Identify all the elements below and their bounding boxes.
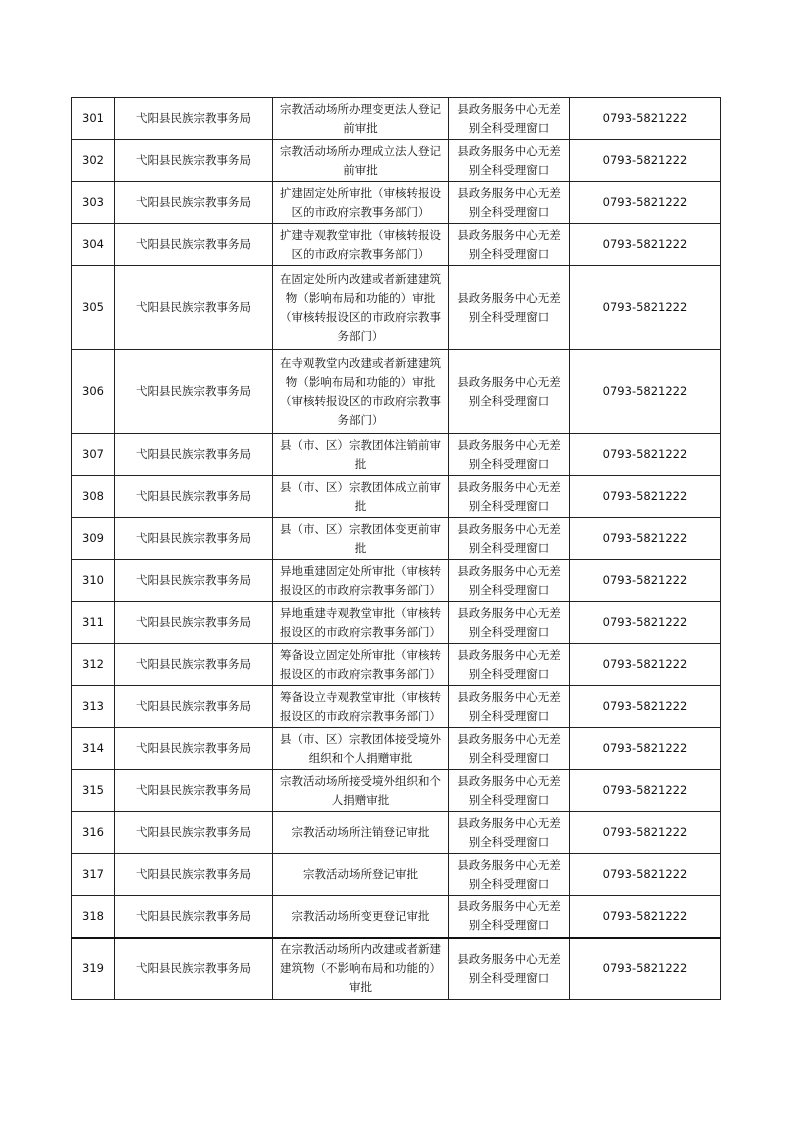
approval-item-cell: 宗教活动场所办理成立法人登记前审批 — [273, 140, 449, 182]
department-cell: 弋阳县民族宗教事务局 — [115, 770, 273, 812]
phone-cell: 0793-5821222 — [570, 560, 721, 602]
approval-item-cell: 宗教活动场所变更登记审批 — [273, 896, 449, 938]
row-number: 305 — [72, 266, 115, 350]
approval-item-cell: 宗教活动场所办理变更法人登记前审批 — [273, 98, 449, 140]
approval-item-cell: 县（市、区）宗教团体注销前审批 — [273, 434, 449, 476]
table-row — [72, 266, 721, 350]
phone-cell: 0793-5821222 — [570, 224, 721, 266]
row-number: 311 — [72, 602, 115, 644]
phone-cell: 0793-5821222 — [570, 476, 721, 518]
service-window-cell: 县政务服务中心无差别全科受理窗口 — [449, 770, 570, 812]
service-window-cell: 县政务服务中心无差别全科受理窗口 — [449, 98, 570, 140]
approval-item-cell: 扩建固定处所审批（审核转报设区的市政府宗教事务部门） — [273, 182, 449, 224]
approval-item-cell: 县（市、区）宗教团体成立前审批 — [273, 476, 449, 518]
table-row — [72, 140, 721, 182]
service-window-cell: 县政务服务中心无差别全科受理窗口 — [449, 182, 570, 224]
service-window-cell: 县政务服务中心无差别全科受理窗口 — [449, 518, 570, 560]
table-row — [72, 518, 721, 560]
service-window-cell: 县政务服务中心无差别全科受理窗口 — [449, 728, 570, 770]
phone-cell: 0793-5821222 — [570, 182, 721, 224]
department-cell: 弋阳县民族宗教事务局 — [115, 644, 273, 686]
approval-item-cell: 在寺观教堂内改建或者新建建筑物（影响布局和功能的）审批（审核转报设区的市政府宗教事务部门） — [273, 350, 449, 434]
phone-cell: 0793-5821222 — [570, 938, 721, 1000]
service-window-cell: 县政务服务中心无差别全科受理窗口 — [449, 140, 570, 182]
table-row — [72, 98, 721, 140]
row-number: 309 — [72, 518, 115, 560]
table-row — [72, 476, 721, 518]
phone-cell: 0793-5821222 — [570, 854, 721, 896]
approval-item-cell: 异地重建固定处所审批（审核转报设区的市政府宗教事务部门） — [273, 560, 449, 602]
department-cell: 弋阳县民族宗教事务局 — [115, 434, 273, 476]
phone-cell: 0793-5821222 — [570, 686, 721, 728]
service-window-cell: 县政务服务中心无差别全科受理窗口 — [449, 812, 570, 854]
department-cell: 弋阳县民族宗教事务局 — [115, 728, 273, 770]
approval-item-cell: 扩建寺观教堂审批（审核转报设区的市政府宗教事务部门） — [273, 224, 449, 266]
row-number: 307 — [72, 434, 115, 476]
table-row — [72, 686, 721, 728]
department-cell: 弋阳县民族宗教事务局 — [115, 518, 273, 560]
service-window-cell: 县政务服务中心无差别全科受理窗口 — [449, 224, 570, 266]
approval-item-cell: 县（市、区）宗教团体变更前审批 — [273, 518, 449, 560]
phone-cell: 0793-5821222 — [570, 644, 721, 686]
table-row — [72, 434, 721, 476]
table-row — [72, 224, 721, 266]
department-cell: 弋阳县民族宗教事务局 — [115, 224, 273, 266]
table-row — [72, 812, 721, 854]
table-row — [72, 350, 721, 434]
row-number: 303 — [72, 182, 115, 224]
approval-item-cell: 筹备设立寺观教堂审批（审核转报设区的市政府宗教事务部门） — [273, 686, 449, 728]
table-row — [72, 938, 721, 1000]
row-number: 318 — [72, 896, 115, 938]
row-number: 315 — [72, 770, 115, 812]
department-cell: 弋阳县民族宗教事务局 — [115, 350, 273, 434]
department-cell: 弋阳县民族宗教事务局 — [115, 686, 273, 728]
department-cell: 弋阳县民族宗教事务局 — [115, 938, 273, 1000]
table-row — [72, 728, 721, 770]
phone-cell: 0793-5821222 — [570, 350, 721, 434]
approval-item-cell: 在宗教活动场所内改建或者新建建筑物（不影响布局和功能的）审批 — [273, 938, 449, 1000]
phone-cell: 0793-5821222 — [570, 602, 721, 644]
approval-item-cell: 在固定处所内改建或者新建建筑物（影响布局和功能的）审批（审核转报设区的市政府宗教事务部门） — [273, 266, 449, 350]
table-row — [72, 770, 721, 812]
row-number: 312 — [72, 644, 115, 686]
approval-items-table — [71, 97, 721, 1000]
department-cell: 弋阳县民族宗教事务局 — [115, 854, 273, 896]
row-number: 317 — [72, 854, 115, 896]
service-window-cell: 县政务服务中心无差别全科受理窗口 — [449, 476, 570, 518]
service-window-cell: 县政务服务中心无差别全科受理窗口 — [449, 350, 570, 434]
row-number: 316 — [72, 812, 115, 854]
department-cell: 弋阳县民族宗教事务局 — [115, 140, 273, 182]
phone-cell: 0793-5821222 — [570, 770, 721, 812]
approval-item-cell: 筹备设立固定处所审批（审核转报设区的市政府宗教事务部门） — [273, 644, 449, 686]
approval-item-cell: 宗教活动场所登记审批 — [273, 854, 449, 896]
approval-item-cell: 异地重建寺观教堂审批（审核转报设区的市政府宗教事务部门） — [273, 602, 449, 644]
approval-item-cell: 宗教活动场所注销登记审批 — [273, 812, 449, 854]
row-number: 310 — [72, 560, 115, 602]
phone-cell: 0793-5821222 — [570, 896, 721, 938]
service-window-cell: 县政务服务中心无差别全科受理窗口 — [449, 266, 570, 350]
phone-cell: 0793-5821222 — [570, 434, 721, 476]
row-number: 304 — [72, 224, 115, 266]
row-number: 319 — [72, 938, 115, 1000]
table-row — [72, 560, 721, 602]
service-window-cell: 县政务服务中心无差别全科受理窗口 — [449, 602, 570, 644]
service-window-cell: 县政务服务中心无差别全科受理窗口 — [449, 644, 570, 686]
phone-cell: 0793-5821222 — [570, 812, 721, 854]
row-number: 314 — [72, 728, 115, 770]
department-cell: 弋阳县民族宗教事务局 — [115, 182, 273, 224]
table-row — [72, 182, 721, 224]
approval-item-cell: 县（市、区）宗教团体接受境外组织和个人捐赠审批 — [273, 728, 449, 770]
table-row — [72, 896, 721, 938]
service-window-cell: 县政务服务中心无差别全科受理窗口 — [449, 560, 570, 602]
department-cell: 弋阳县民族宗教事务局 — [115, 602, 273, 644]
service-window-cell: 县政务服务中心无差别全科受理窗口 — [449, 686, 570, 728]
service-window-cell: 县政务服务中心无差别全科受理窗口 — [449, 938, 570, 1000]
table-row — [72, 602, 721, 644]
table-row — [72, 644, 721, 686]
department-cell: 弋阳县民族宗教事务局 — [115, 896, 273, 938]
table-body — [72, 98, 721, 1000]
phone-cell: 0793-5821222 — [570, 98, 721, 140]
phone-cell: 0793-5821222 — [570, 140, 721, 182]
department-cell: 弋阳县民族宗教事务局 — [115, 476, 273, 518]
department-cell: 弋阳县民族宗教事务局 — [115, 266, 273, 350]
row-number: 308 — [72, 476, 115, 518]
department-cell: 弋阳县民族宗教事务局 — [115, 812, 273, 854]
phone-cell: 0793-5821222 — [570, 266, 721, 350]
phone-cell: 0793-5821222 — [570, 518, 721, 560]
approval-item-cell: 宗教活动场所接受境外组织和个人捐赠审批 — [273, 770, 449, 812]
department-cell: 弋阳县民族宗教事务局 — [115, 560, 273, 602]
row-number: 306 — [72, 350, 115, 434]
table-row — [72, 854, 721, 896]
department-cell: 弋阳县民族宗教事务局 — [115, 98, 273, 140]
service-window-cell: 县政务服务中心无差别全科受理窗口 — [449, 434, 570, 476]
row-number: 313 — [72, 686, 115, 728]
service-window-cell: 县政务服务中心无差别全科受理窗口 — [449, 896, 570, 938]
row-number: 301 — [72, 98, 115, 140]
row-number: 302 — [72, 140, 115, 182]
phone-cell: 0793-5821222 — [570, 728, 721, 770]
service-window-cell: 县政务服务中心无差别全科受理窗口 — [449, 854, 570, 896]
